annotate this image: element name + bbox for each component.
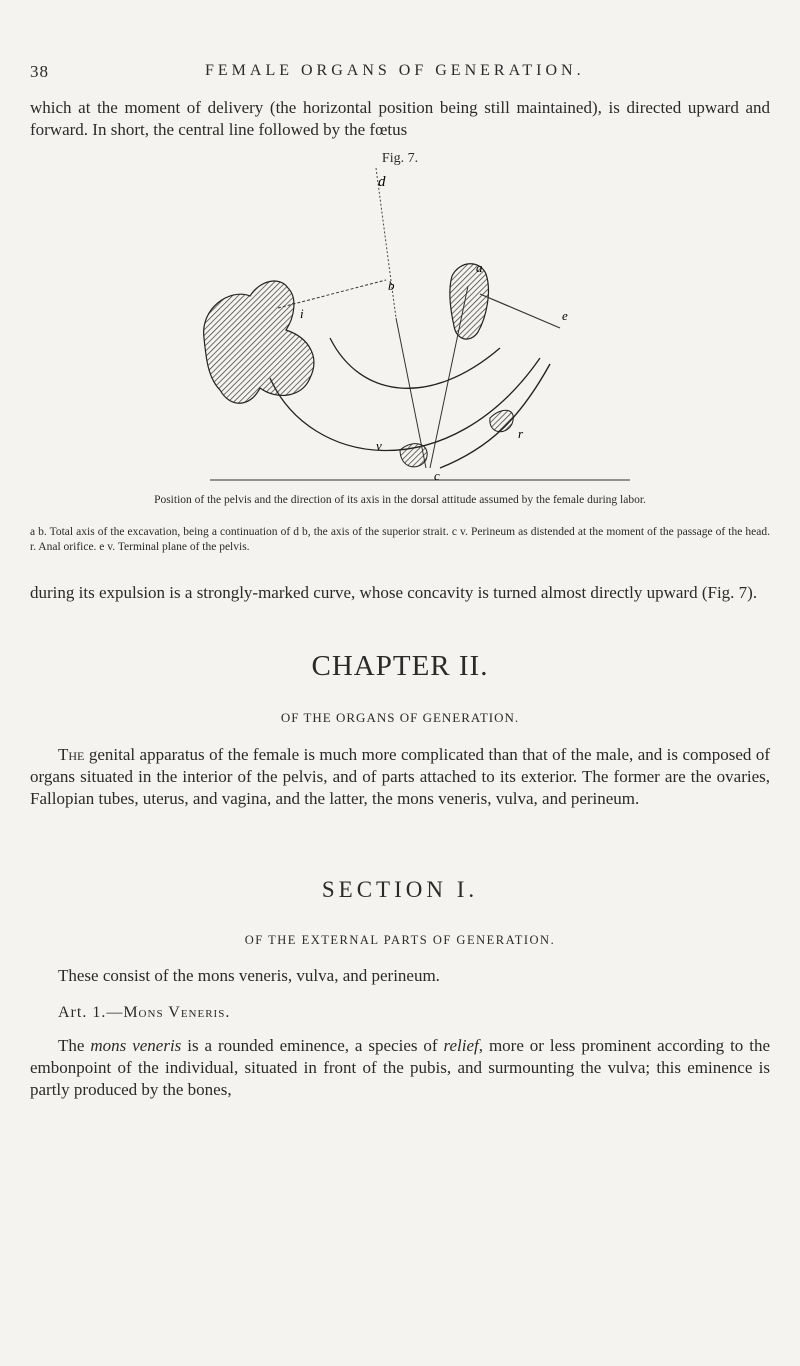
article-title: Mons Veneris. <box>123 1004 231 1021</box>
article-relief: relief <box>443 1036 479 1055</box>
article-prefix: Art. 1.— <box>58 1004 124 1021</box>
pelvis-figure <box>190 168 630 490</box>
inlet-plane <box>278 280 386 308</box>
figure-caption-title: Position of the pelvis and the direction of its axis in the dorsal attitude assumed by the female during labor. <box>154 494 646 506</box>
letter-e: e <box>562 308 568 323</box>
anal-orifice <box>490 410 513 431</box>
letter-r: r <box>518 426 524 441</box>
outlet-plane <box>480 294 560 328</box>
article-text-1: The <box>58 1036 91 1055</box>
pelvis-diagram <box>190 168 630 490</box>
section-intro: These consist of the mons veneris, vulva, and perineum. <box>58 966 440 985</box>
article-term: mons veneris <box>90 1036 182 1055</box>
birth-canal-curve <box>330 338 500 388</box>
letter-i: i <box>300 306 304 321</box>
sacrum-bone <box>204 281 314 403</box>
letter-v: v <box>376 438 382 453</box>
paragraph-top: which at the moment of delivery (the horizontal position being still maintained), is directed upward and forward. In short, the central line followed by the fœtus <box>30 98 770 139</box>
page-number: 38 <box>30 62 49 81</box>
superior-strait-axis <box>376 168 396 318</box>
chapter-intro-rest: genital apparatus of the female is much more complicated than that of the male, and is composed of organs situated in the interior of the pelvis, and of parts attached to its exterior. The former are the ovaries, Fallopian tubes, uterus, and vagina, and the latter, the mons veneris, vulva, and perineum. <box>30 745 770 808</box>
letter-c: c <box>434 468 440 483</box>
article-text-3: , more or less prominent according to the embonpoint of the individual, situated in front of the pubis, and surmounting the vulva; this eminence is partly produced by the bones, <box>30 1036 771 1099</box>
pubis-bone <box>450 264 489 339</box>
article-text-2: is a rounded eminence, a species of <box>181 1036 444 1055</box>
figure-label: Fig. 7. <box>381 151 419 166</box>
coccyx <box>400 444 427 467</box>
chapter-heading: CHAPTER II. <box>311 650 489 682</box>
letter-a: a <box>476 260 483 275</box>
letter-b: b <box>388 278 395 293</box>
section-subheading: OF THE EXTERNAL PARTS OF GENERATION. <box>244 933 556 947</box>
paragraph-after-figure: during its expulsion is a strongly-marked curve, whose concavity is turned almost directly upward (Fig. 7). <box>30 583 758 602</box>
chapter-intro <box>30 744 770 810</box>
running-title: FEMALE ORGANS OF GENERATION. <box>205 62 585 79</box>
article-paragraph <box>30 1035 770 1101</box>
chapter-intro-first-word: The <box>58 745 85 764</box>
running-head <box>0 62 800 86</box>
chapter-subheading: OF THE ORGANS OF GENERATION. <box>280 710 520 725</box>
axis-line-b <box>430 286 468 468</box>
article-heading <box>58 1004 230 1022</box>
section-heading: SECTION I. <box>321 877 479 902</box>
letter-d: d <box>378 174 386 190</box>
figure-caption-legend: a b. Total axis of the excavation, being a continuation of d b, the axis of the superior strait. c v. Perineum as distended at the moment of the passage of the head. r. Anal orifice. e v. Terminal plane of the pelvis. <box>30 526 770 553</box>
